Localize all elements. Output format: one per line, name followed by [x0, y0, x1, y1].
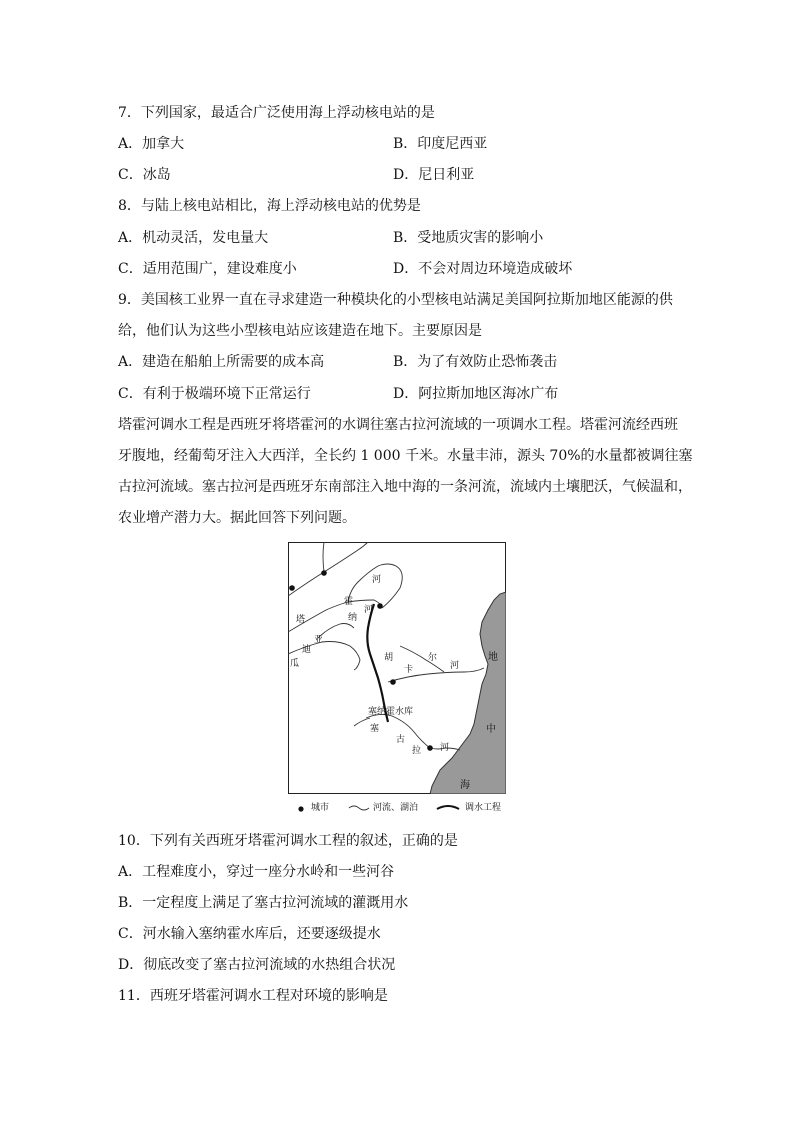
- label-sea-zhong: 中: [486, 724, 496, 735]
- label-ta: 塔: [296, 615, 306, 625]
- city-dot: [390, 679, 396, 685]
- q8-option-b: B．受地质灾害的影响小: [393, 230, 544, 246]
- passage-line4: 农业增产潜力大。据此回答下列问题。: [118, 510, 356, 526]
- legend-city-symbol: [296, 804, 308, 814]
- label-sea-di: 地: [488, 652, 498, 663]
- q9-option-d: D．阿拉斯加地区海冰广布: [393, 386, 559, 402]
- q10-option-c: C．河水输入塞纳霍水库后，还要逐级提水: [118, 926, 381, 942]
- label-reservoir: 塞纳霍水库: [368, 707, 414, 717]
- q10-option-a: A．工程难度小，穿过一座分水岭和一些河谷: [118, 864, 395, 880]
- label-huo: 霍: [344, 597, 354, 607]
- label-he-right: 河: [450, 661, 460, 671]
- label-ka: 卡: [404, 665, 414, 675]
- label-gua: 瓜: [290, 659, 300, 669]
- q7-option-d: D．尼日利亚: [393, 167, 475, 183]
- label-he-mid: 河: [364, 605, 374, 615]
- city-dot: [289, 585, 295, 591]
- q8-stem: 8．与陆上核电站相比，海上浮动核电站的优势是: [118, 198, 421, 214]
- q9-stem-line1: 9．美国核工业界一直在寻求建造一种模块化的小型核电站满足美国阿拉斯加地区能源的供: [118, 292, 673, 308]
- label-sea-hai: 海: [460, 780, 470, 791]
- q9-option-b: B．为了有效防止恐怖袭击: [393, 354, 558, 370]
- legend-canal-symbol: [436, 803, 460, 813]
- legend-river-label: 河流、湖泊: [373, 803, 419, 813]
- q9-stem-line2: 给，他们认为这些小型核电站应该建造在地下。主要原因是: [118, 323, 482, 339]
- label-he-top: 河: [372, 575, 382, 585]
- legend-canal-label: 调水工程: [465, 803, 502, 813]
- q8-option-d: D．不会对周边环境造成破坏: [393, 261, 573, 277]
- q9-option-c: C．有利于极端环境下正常运行: [118, 386, 311, 402]
- legend-river-symbol: [348, 803, 370, 813]
- label-gu: 古: [396, 735, 406, 745]
- legend-city-label: 城市: [311, 803, 330, 813]
- map-figure: [288, 542, 506, 794]
- city-dot: [377, 603, 383, 609]
- q10-stem: 10．下列有关西班牙塔霍河调水工程的叙述，正确的是: [118, 833, 458, 849]
- q11-stem: 11．西班牙塔霍河调水工程对环境的影响是: [118, 988, 388, 1004]
- city-dot: [427, 745, 433, 751]
- label-na: 纳: [348, 613, 358, 623]
- q10-option-b: B．一定程度上满足了塞古拉河流域的灌溉用水: [118, 895, 409, 911]
- q9-option-a: A．建造在船舶上所需要的成本高: [118, 354, 325, 370]
- label-he-bottom: 河: [440, 743, 450, 753]
- city-dot: [321, 570, 327, 576]
- q7-option-a: A．加拿大: [118, 136, 185, 152]
- passage-line3: 古拉河流域。塞古拉河是西班牙东南部注入地中海的一条河流，流域内土壤肥沃，气候温和，: [118, 479, 692, 495]
- passage-line1: 塔霍河调水工程是西班牙将塔霍河的水调往塞古拉河流域的一项调水工程。塔霍河流经西班: [118, 417, 678, 433]
- q8-option-a: A．机动灵活，发电量大: [118, 230, 269, 246]
- q7-stem: 7．下列国家，最适合广泛使用海上浮动核电站的是: [118, 105, 435, 121]
- label-di: 迪: [302, 645, 312, 655]
- q8-option-c: C．适用范围广，建设难度小: [118, 261, 297, 277]
- label-la: 拉: [412, 746, 422, 756]
- q7-option-b: B．印度尼西亚: [393, 136, 488, 152]
- label-ya: 亚: [314, 635, 324, 645]
- q10-option-d: D．彻底改变了塞古拉河流域的水热组合状况: [118, 957, 396, 973]
- label-hu: 胡: [384, 653, 394, 663]
- q7-option-c: C．冰岛: [118, 167, 171, 183]
- label-sai: 塞: [370, 724, 380, 734]
- passage-line2: 牙腹地，经葡萄牙注入大西洋，全长约 1 000 千米。水量丰沛，源头 70%的水量都被调往塞: [118, 448, 693, 464]
- label-er: 尔: [428, 653, 438, 663]
